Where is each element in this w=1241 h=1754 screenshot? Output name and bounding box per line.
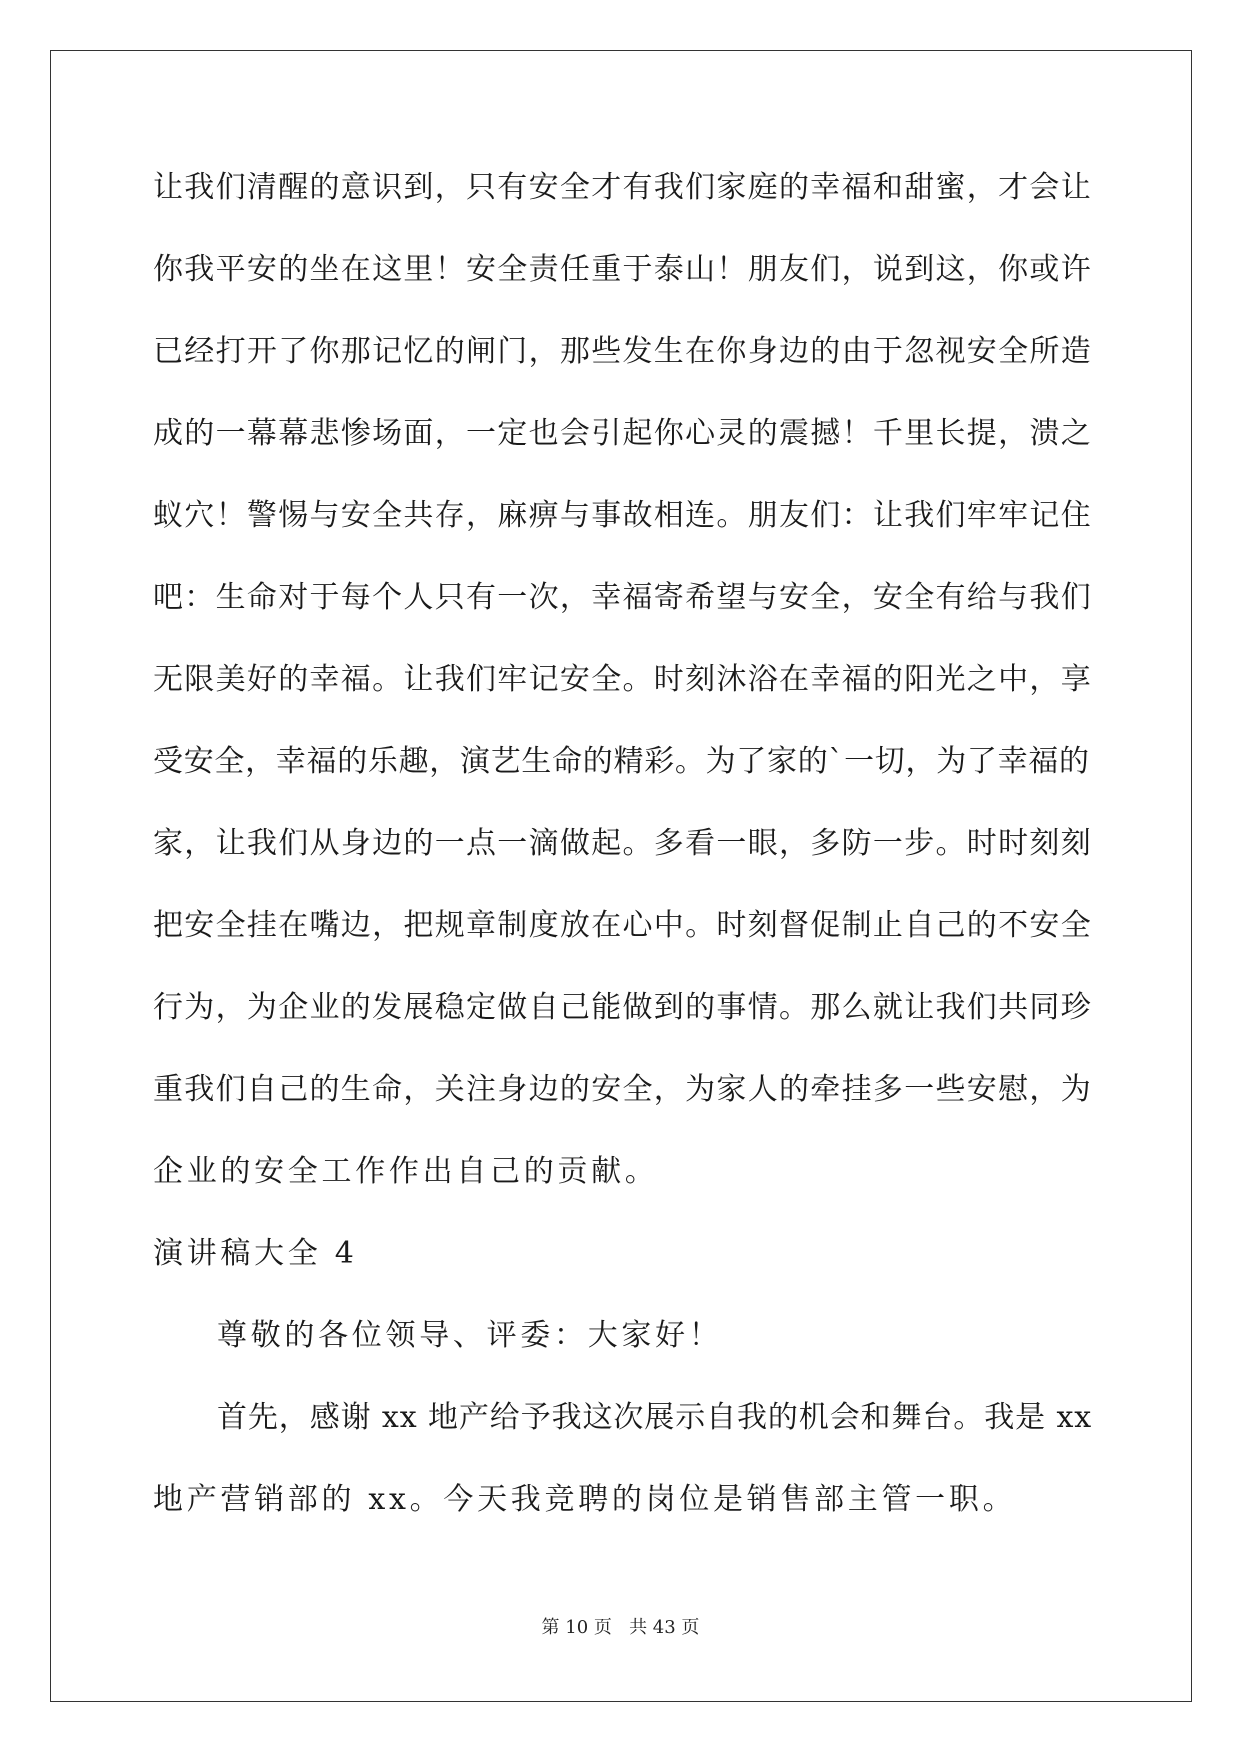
text-line: 地产营销部的 xx。今天我竞聘的岗位是销售部主管一职。 [153,1482,1017,1517]
text-line: 行为，为企业的发展稳定做自己能做到的事情。那么就让我们共同珍 [153,990,1092,1025]
text-line: 蚁穴！警惕与安全共存，麻痹与事故相连。朋友们：让我们牢牢记住 [153,498,1092,533]
text-line: 让我们清醒的意识到，只有安全才有我们家庭的幸福和甜蜜，才会让 [153,170,1092,205]
document-body [153,160,1093,1554]
text-line: 家，让我们从身边的一点一滴做起。多看一眼，多防一步。时时刻刻 [153,826,1092,861]
text-line: 已经打开了你那记忆的闸门，那些发生在你身边的由于忽视安全所造 [153,334,1092,369]
page-footer [0,1616,1241,1640]
text-line: 无限美好的幸福。让我们牢记安全。时刻沐浴在幸福的阳光之中，享 [153,662,1092,697]
text-line: 尊敬的各位领导、评委：大家好！ [217,1318,723,1353]
text-line: 吧：生命对于每个人只有一次，幸福寄希望与安全，安全有给与我们 [153,580,1092,615]
text-line: 成的一幕幕悲惨场面，一定也会引起你心灵的震撼！千里长提，溃之 [153,416,1092,451]
text-line: 你我平安的坐在这里！安全责任重于泰山！朋友们，说到这，你或许 [153,252,1092,287]
text-line: 首先，感谢 xx 地产给予我这次展示自我的机会和舞台。我是 xx [217,1400,1093,1435]
page-number: 第 10 页 [541,1617,612,1638]
text-line: 把安全挂在嘴边，把规章制度放在心中。时刻督促制止自己的不安全 [153,908,1092,943]
text-line: 企业的安全工作作出自己的贡献。 [153,1154,659,1189]
section-heading: 演讲稿大全 4 [153,1236,358,1271]
page-total: 共 43 页 [629,1617,700,1638]
text-line: 重我们自己的生命，关注身边的安全，为家人的牵挂多一些安慰，为 [153,1072,1092,1107]
text-line: 受安全，幸福的乐趣，演艺生命的精彩。为了家的`一切，为了幸福的 [153,744,1090,779]
